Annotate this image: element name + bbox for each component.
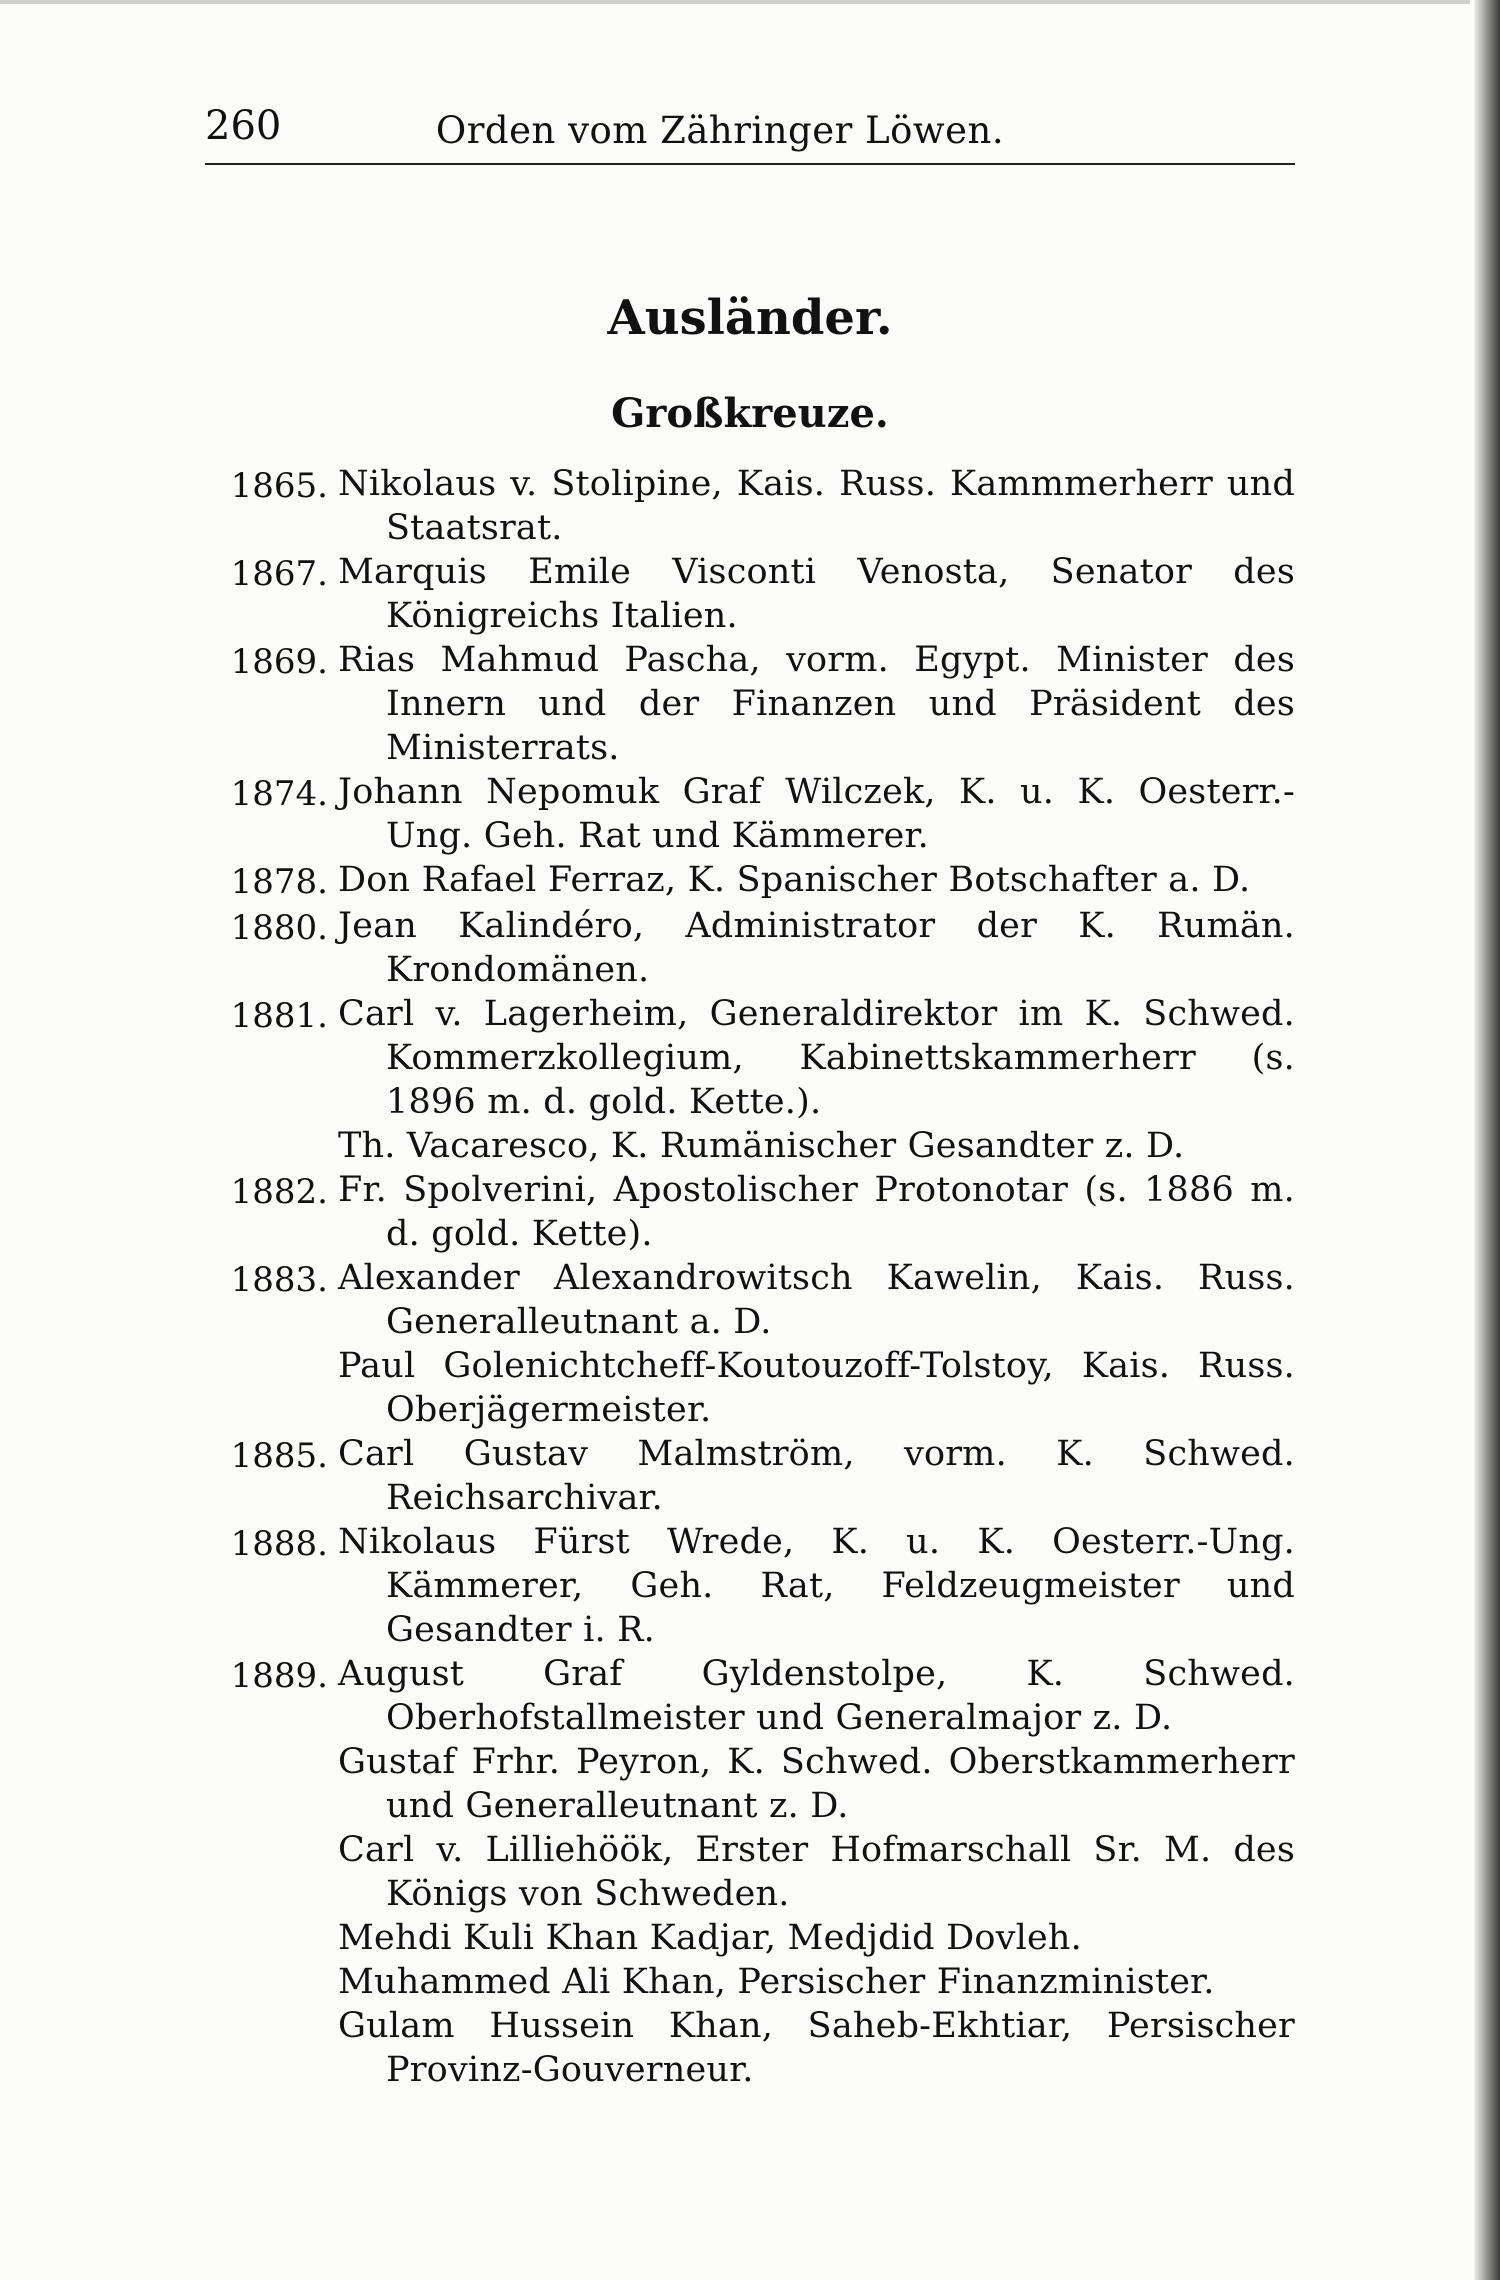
entry-1880: [200, 904, 1295, 992]
entry-1889-e: [200, 1960, 1295, 2004]
section-title: Ausländer.: [607, 290, 893, 346]
entry-text: Carl v. Lagerheim, Generaldirektor im K. Schwed. Kommerzkollegium, Kabinettskammerherr (s. 1896 m. d. gold. Kette.).: [338, 994, 1295, 1122]
entry-text: Johann Nepomuk Graf Wilczek, K. u. K. Oesterr.-Ung. Geh. Rat und Kämmerer.: [338, 772, 1295, 856]
page-header: [205, 103, 1295, 165]
entry-1885: [200, 1432, 1295, 1520]
entry-year: 1869.: [230, 642, 328, 682]
entry-year: 1881.: [230, 996, 328, 1036]
entry-text: Carl v. Lilliehöök, Erster Hofmarschall Sr. M. des Königs von Schweden.: [338, 1830, 1295, 1914]
entry-year: 1874.: [230, 774, 328, 814]
entry-text: Nikolaus v. Stolipine, Kais. Russ. Kammmerherr und Staatsrat.: [338, 464, 1295, 548]
entry-year: 1878.: [230, 862, 328, 902]
entry-1889: [200, 1652, 1295, 1740]
entry-text: Muhammed Ali Khan, Persischer Finanzminister.: [338, 1962, 1215, 2002]
entry-1888: [200, 1520, 1295, 1652]
entry-1874: [200, 770, 1295, 858]
entry-text: Gustaf Frhr. Peyron, K. Schwed. Oberstkammerherr und Generalleutnant z. D.: [338, 1742, 1295, 1826]
entry-1865: [200, 462, 1295, 550]
entry-year: 1882.: [230, 1172, 328, 1212]
entry-text: Marquis Emile Visconti Venosta, Senator des Königreichs Italien.: [338, 552, 1295, 636]
running-title: Orden vom Zähringer Löwen.: [435, 109, 1005, 152]
entry-1889-b: [200, 1740, 1295, 1828]
scan-top-edge: [0, 0, 1470, 4]
entry-text: Paul Golenichtcheff-Koutouzoff-Tolstoy, Kais. Russ. Oberjägermeister.: [338, 1346, 1295, 1430]
entry-1889-d: [200, 1916, 1295, 1960]
entry-1881: [200, 992, 1295, 1124]
entry-1869: [200, 638, 1295, 770]
entry-year: 1885.: [230, 1436, 328, 1476]
entry-year: 1867.: [230, 554, 328, 594]
entry-year: 1865.: [230, 466, 328, 506]
entry-text: Jean Kalindéro, Administrator der K. Rumän. Krondomänen.: [338, 906, 1295, 990]
entry-text: Don Rafael Ferraz, K. Spanischer Botschafter a. D.: [338, 860, 1251, 900]
entry-text: Fr. Spolverini, Apostolischer Protonotar (s. 1886 m. d. gold. Kette).: [338, 1170, 1295, 1254]
entry-year: 1888.: [230, 1524, 328, 1564]
entry-text: Alexander Alexandrowitsch Kawelin, Kais. Russ. Generalleutnant a. D.: [338, 1258, 1295, 1342]
entry-1867: [200, 550, 1295, 638]
entry-text: Nikolaus Fürst Wrede, K. u. K. Oesterr.-Ung. Kämmerer, Geh. Rat, Feldzeugmeister und Gesandter i. R.: [338, 1522, 1295, 1650]
subsection-title: Großkreuze.: [611, 390, 889, 437]
entry-year: 1889.: [230, 1656, 328, 1696]
entry-text: Gulam Hussein Khan, Saheb-Ekhtiar, Persischer Provinz-Gouverneur.: [338, 2006, 1295, 2090]
entry-text: Mehdi Kuli Khan Kadjar, Medjdid Dovleh.: [338, 1918, 1082, 1958]
entry-1889-c: [200, 1828, 1295, 1916]
entry-text: Rias Mahmud Pascha, vorm. Egypt. Minister des Innern und der Finanzen und Präsident des Ministerrats.: [338, 640, 1295, 768]
entry-text: Carl Gustav Malmström, vorm. K. Schwed. Reichsarchivar.: [338, 1434, 1295, 1518]
entry-1882: [200, 1168, 1295, 1256]
entry-year: 1880.: [230, 908, 328, 948]
entry-year: 1883.: [230, 1260, 328, 1300]
entry-text: August Graf Gyldenstolpe, K. Schwed. Oberhofstallmeister und Generalmajor z. D.: [338, 1654, 1295, 1738]
entry-1878: [200, 858, 1295, 904]
entry-1883: [200, 1256, 1295, 1344]
entry-list: [200, 462, 1295, 2092]
entry-1881-b: [200, 1124, 1295, 1168]
entry-1889-f: [200, 2004, 1295, 2092]
page-number: 260: [205, 103, 282, 149]
entry-text: Th. Vacaresco, K. Rumänischer Gesandter z. D.: [338, 1126, 1185, 1166]
entry-1883-b: [200, 1344, 1295, 1432]
